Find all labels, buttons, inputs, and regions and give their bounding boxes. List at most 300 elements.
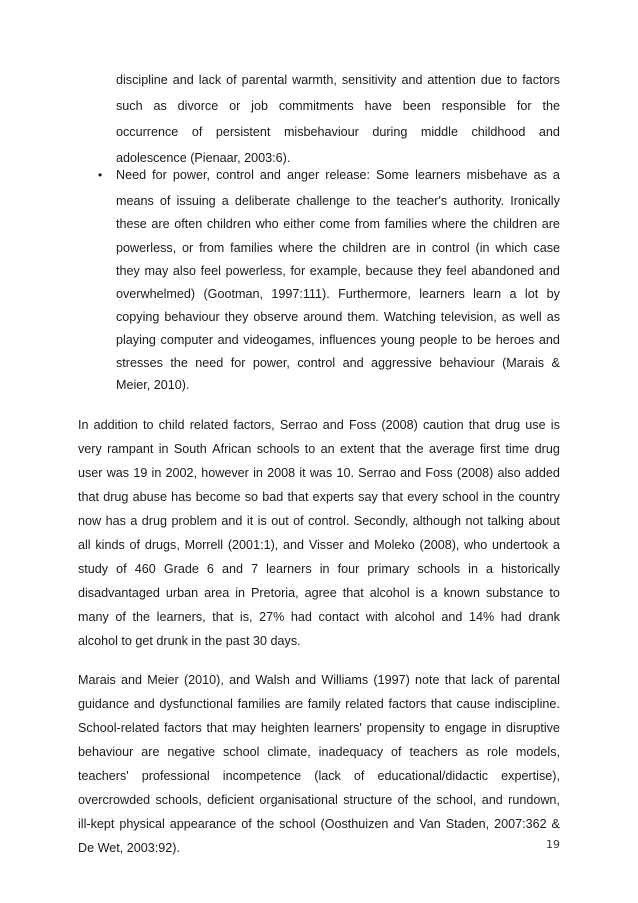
word: of: [498, 673, 510, 687]
word: and: [217, 333, 239, 347]
word: computer: [160, 333, 214, 347]
word: behaviour: [78, 745, 134, 759]
word: disruptive: [506, 721, 560, 735]
word: and: [121, 673, 143, 687]
word: educational/didactic: [377, 769, 489, 783]
text-line: [116, 167, 560, 183]
word: people: [419, 333, 458, 347]
word: learners,: [156, 610, 206, 624]
word: of: [391, 745, 402, 759]
word: African: [212, 442, 252, 456]
word: every: [407, 490, 438, 504]
word: release:: [325, 168, 371, 182]
word: overcrowded: [78, 793, 151, 807]
word: of: [293, 514, 304, 528]
word: cause: [456, 697, 491, 711]
word: factors: [163, 721, 202, 735]
word: stresses: [116, 356, 163, 370]
word: structure: [343, 793, 393, 807]
text-line: [78, 792, 560, 808]
word: due: [480, 73, 502, 87]
word: to: [461, 333, 473, 347]
word: the: [542, 99, 560, 113]
word: job: [251, 99, 268, 113]
word: (Marais: [502, 356, 545, 370]
word: (2010),: [183, 673, 224, 687]
text-line: [78, 672, 560, 688]
word: contact: [318, 610, 360, 624]
word: that: [430, 697, 452, 711]
word: are: [392, 241, 411, 255]
text-line: [78, 537, 560, 553]
word: is,: [239, 610, 253, 624]
word: warmth,: [292, 73, 337, 87]
word: schools: [256, 442, 300, 456]
word: is: [415, 586, 425, 600]
word: for: [230, 356, 246, 370]
word: professional: [141, 769, 210, 783]
word: these: [116, 217, 147, 231]
word: in: [235, 586, 246, 600]
word: are: [151, 217, 170, 231]
word: in: [158, 442, 169, 456]
word: of: [191, 125, 203, 139]
word: historically: [501, 562, 560, 576]
word: lack: [471, 673, 494, 687]
word: that: [206, 721, 228, 735]
word: Secondly,: [353, 514, 409, 528]
word: a: [486, 562, 494, 576]
text-line: [78, 465, 560, 481]
word: that: [444, 673, 466, 687]
word: Visser: [308, 538, 344, 552]
word: families: [237, 697, 281, 711]
word: parental: [241, 73, 288, 87]
word: experts: [312, 490, 354, 504]
word: need: [195, 356, 224, 370]
word: responsible: [441, 99, 507, 113]
word: example,: [309, 264, 361, 278]
word: anger: [286, 168, 320, 182]
word: the: [170, 356, 188, 370]
text-line: [116, 124, 560, 140]
word: rampant: [107, 442, 154, 456]
word: learners: [419, 287, 465, 301]
word: come: [319, 217, 351, 231]
text-line: [78, 768, 560, 784]
word: In: [78, 418, 89, 432]
word: a: [509, 287, 517, 301]
word: the: [496, 490, 515, 504]
word: observe: [253, 310, 299, 324]
word: of: [397, 793, 409, 807]
word: drank: [528, 610, 560, 624]
word: for: [152, 168, 167, 182]
word: learn: [473, 287, 502, 301]
word: teachers: [409, 745, 458, 759]
word: and: [538, 125, 560, 139]
word: it: [246, 514, 254, 528]
word: from: [354, 217, 381, 231]
word: families: [230, 241, 273, 255]
word: (2008): [456, 466, 494, 480]
word: inadequacy: [318, 745, 384, 759]
word: as: [465, 745, 480, 759]
word: guidance: [78, 697, 130, 711]
word: user: [78, 466, 103, 480]
word: learners': [313, 721, 362, 735]
word: them.: [347, 310, 379, 324]
word: physical: [119, 817, 165, 831]
word: a: [552, 168, 560, 182]
word: had: [500, 610, 522, 624]
word: of: [116, 562, 127, 576]
text-line: [78, 417, 560, 433]
word: and: [538, 333, 560, 347]
text-line: [78, 816, 560, 832]
word: means: [116, 194, 154, 208]
text-line: [78, 585, 560, 601]
word: (Oosthuizen: [320, 817, 389, 831]
word: playing: [116, 333, 156, 347]
word: study: [78, 562, 109, 576]
word: drugs,: [144, 538, 180, 552]
word: (2001:1),: [227, 538, 279, 552]
word: of: [353, 769, 365, 783]
word: children: [206, 217, 251, 231]
word: television,: [440, 310, 497, 324]
word: where: [431, 217, 467, 231]
word: so: [244, 490, 259, 504]
word: has: [171, 490, 192, 504]
word: Walsh: [255, 673, 290, 687]
word: organisational: [259, 793, 338, 807]
word: country: [518, 490, 560, 504]
word: of: [115, 610, 126, 624]
text-line: [116, 263, 560, 279]
word: of: [226, 73, 237, 87]
word: the: [318, 241, 337, 255]
word: schools,: [155, 793, 202, 807]
word: occurrence: [116, 125, 179, 139]
word: undertook: [492, 538, 549, 552]
word: as: [533, 168, 547, 182]
word: families: [384, 217, 428, 231]
word: Morrell: [184, 538, 224, 552]
word: &: [551, 817, 560, 831]
word: to: [506, 73, 518, 87]
word: Van: [419, 817, 441, 831]
word: substance: [485, 586, 544, 600]
word: lack: [198, 73, 222, 87]
word: in: [253, 466, 263, 480]
word: school: [279, 817, 316, 831]
word: persistent: [215, 125, 271, 139]
word: added: [524, 466, 560, 480]
word: with: [365, 610, 389, 624]
word: that: [468, 418, 490, 432]
text-line: [78, 609, 560, 625]
text-line: [78, 720, 560, 736]
word: who: [464, 538, 488, 552]
word: to: [356, 194, 367, 208]
word: Staden,: [445, 817, 490, 831]
word: primary: [367, 562, 410, 576]
word: are: [541, 217, 560, 231]
word: and: [322, 418, 344, 432]
text-line: [78, 696, 560, 712]
word: influences: [319, 333, 376, 347]
word: lot: [524, 287, 539, 301]
word: 2002,: [165, 466, 198, 480]
word: in: [319, 562, 330, 576]
word: Furthermore,: [338, 287, 411, 301]
word: and: [221, 562, 243, 576]
word: such: [116, 99, 143, 113]
word: (2008): [381, 418, 418, 432]
word: related: [189, 418, 229, 432]
word: learners: [415, 168, 461, 182]
word: aggressive: [371, 356, 432, 370]
word: school: [442, 490, 479, 504]
word: 19: [133, 466, 148, 480]
text-line: [116, 240, 560, 256]
word: very: [78, 442, 102, 456]
word: childhood: [471, 125, 526, 139]
word: often: [174, 217, 203, 231]
word: also: [172, 264, 196, 278]
text-line: [116, 355, 560, 371]
word: drug: [103, 490, 129, 504]
word: drug: [534, 442, 560, 456]
word: the: [413, 793, 432, 807]
text-line: [116, 98, 560, 114]
word: or: [182, 241, 194, 255]
word: is: [550, 418, 560, 432]
word: many: [78, 610, 109, 624]
word: young: [380, 333, 415, 347]
word: from: [199, 241, 225, 255]
word: to: [429, 721, 440, 735]
word: misbehave: [466, 168, 528, 182]
word: for: [516, 99, 532, 113]
word: models,: [515, 745, 560, 759]
text-line: [78, 489, 560, 505]
word: teachers': [78, 769, 129, 783]
word: (in: [475, 241, 490, 255]
word: control: [297, 356, 336, 370]
word: behaviour: [164, 310, 220, 324]
text-line: [78, 561, 560, 577]
word: note: [415, 673, 440, 687]
word: a: [552, 538, 560, 552]
text-line: [116, 216, 560, 232]
word: in: [482, 490, 493, 504]
word: in: [151, 466, 162, 480]
bullet-marker: •: [98, 168, 103, 182]
word: Need: [116, 168, 147, 182]
word: that: [78, 490, 100, 504]
word: propensity: [366, 721, 425, 735]
word: drug: [494, 418, 521, 432]
word: attention: [427, 73, 476, 87]
word: Williams: [321, 673, 369, 687]
word: are: [284, 697, 304, 711]
word: incompetence: [222, 769, 302, 783]
word: area: [204, 586, 230, 600]
word: all: [78, 538, 91, 552]
word: divorce: [177, 99, 219, 113]
word: learners: [266, 562, 312, 576]
word: that: [342, 586, 364, 600]
word: been: [402, 99, 431, 113]
word: first: [479, 442, 501, 456]
word: may: [144, 264, 169, 278]
word: 27%: [259, 610, 285, 624]
word: 2008: [267, 466, 296, 480]
word: commitments: [278, 99, 354, 113]
word: to: [549, 586, 560, 600]
text-line: Meier, 2010).: [116, 378, 190, 392]
word: school,: [436, 793, 477, 807]
word: are: [141, 745, 160, 759]
word: urban: [165, 586, 199, 600]
word: (Gootman,: [203, 287, 263, 301]
word: because: [365, 264, 414, 278]
word: out: [271, 514, 289, 528]
word: and: [400, 466, 422, 480]
word: addition: [93, 418, 138, 432]
word: had: [290, 610, 312, 624]
text-line: [78, 441, 560, 457]
word: powerless,: [225, 264, 286, 278]
word: either: [283, 217, 315, 231]
word: expertise),: [501, 769, 560, 783]
word: Foss: [425, 466, 453, 480]
text-line: [116, 309, 560, 325]
word: extent: [340, 442, 375, 456]
word: caution: [422, 418, 464, 432]
word: the: [372, 194, 391, 208]
text-line: De Wet, 2003:92).: [78, 841, 180, 855]
word: drug: [141, 514, 168, 528]
word: and: [538, 264, 560, 278]
word: four: [337, 562, 360, 576]
word: School-related: [78, 721, 160, 735]
word: and: [441, 610, 463, 624]
word: abandoned: [471, 264, 535, 278]
word: Ironically: [510, 194, 560, 208]
word: copying: [116, 310, 160, 324]
word: Serrao: [279, 418, 318, 432]
word: 10.: [336, 466, 354, 480]
text-line: alcohol to get drunk in the past 30 days.: [78, 634, 301, 648]
word: in: [491, 721, 502, 735]
word: middle: [420, 125, 458, 139]
word: heroes: [495, 333, 535, 347]
word: about: [528, 514, 560, 528]
word: &: [551, 356, 560, 370]
word: is: [257, 514, 267, 528]
word: control: [216, 168, 254, 182]
word: during: [372, 125, 408, 139]
word: a: [221, 194, 229, 208]
word: powerless,: [116, 241, 177, 255]
word: alcohol: [394, 610, 435, 624]
word: rundown,: [508, 793, 560, 807]
word: as: [501, 310, 516, 324]
word: 2007:362: [494, 817, 547, 831]
text-line: [78, 744, 560, 760]
text-line: [78, 513, 560, 529]
word: (2008),: [419, 538, 460, 552]
word: factors: [388, 697, 427, 711]
word: by: [546, 287, 560, 301]
word: and: [342, 356, 364, 370]
word: not: [465, 514, 484, 528]
word: discipline: [116, 73, 168, 87]
word: the: [470, 217, 489, 231]
word: Meier: [147, 673, 179, 687]
word: overwhelmed): [116, 287, 196, 301]
word: of: [159, 194, 171, 208]
word: have: [364, 99, 392, 113]
word: sensitivity: [341, 73, 397, 87]
word: Grade: [163, 562, 199, 576]
word: problem: [171, 514, 217, 528]
word: a: [430, 586, 438, 600]
word: of: [129, 538, 141, 552]
word: and: [481, 793, 503, 807]
word: (lack: [314, 769, 341, 783]
word: time: [505, 442, 530, 456]
word: talking: [487, 514, 524, 528]
word: ill-kept: [78, 817, 115, 831]
word: agree: [304, 586, 337, 600]
word: and: [133, 697, 155, 711]
word: and: [283, 538, 305, 552]
word: they: [417, 264, 442, 278]
word: who: [255, 217, 279, 231]
word: 14%: [468, 610, 495, 624]
word: say: [358, 490, 378, 504]
word: authority.: [453, 194, 505, 208]
word: Watching: [383, 310, 436, 324]
word: Foss: [348, 418, 377, 432]
word: disadvantaged: [78, 586, 160, 600]
word: control.: [308, 514, 350, 528]
word: schools: [417, 562, 461, 576]
word: be: [477, 333, 492, 347]
word: abuse: [132, 490, 167, 504]
word: indiscipline.: [494, 697, 560, 711]
word: control: [431, 241, 470, 255]
word: however: [201, 466, 249, 480]
word: where: [278, 241, 313, 255]
word: although: [412, 514, 462, 528]
word: appearance: [169, 817, 237, 831]
word: the: [256, 817, 275, 831]
word: and: [401, 73, 423, 87]
word: and: [348, 538, 370, 552]
word: that: [379, 442, 401, 456]
word: has: [105, 514, 126, 528]
word: climate,: [267, 745, 311, 759]
word: the: [406, 442, 424, 456]
word: feel: [200, 264, 221, 278]
word: deficient: [207, 793, 255, 807]
word: and: [393, 817, 415, 831]
